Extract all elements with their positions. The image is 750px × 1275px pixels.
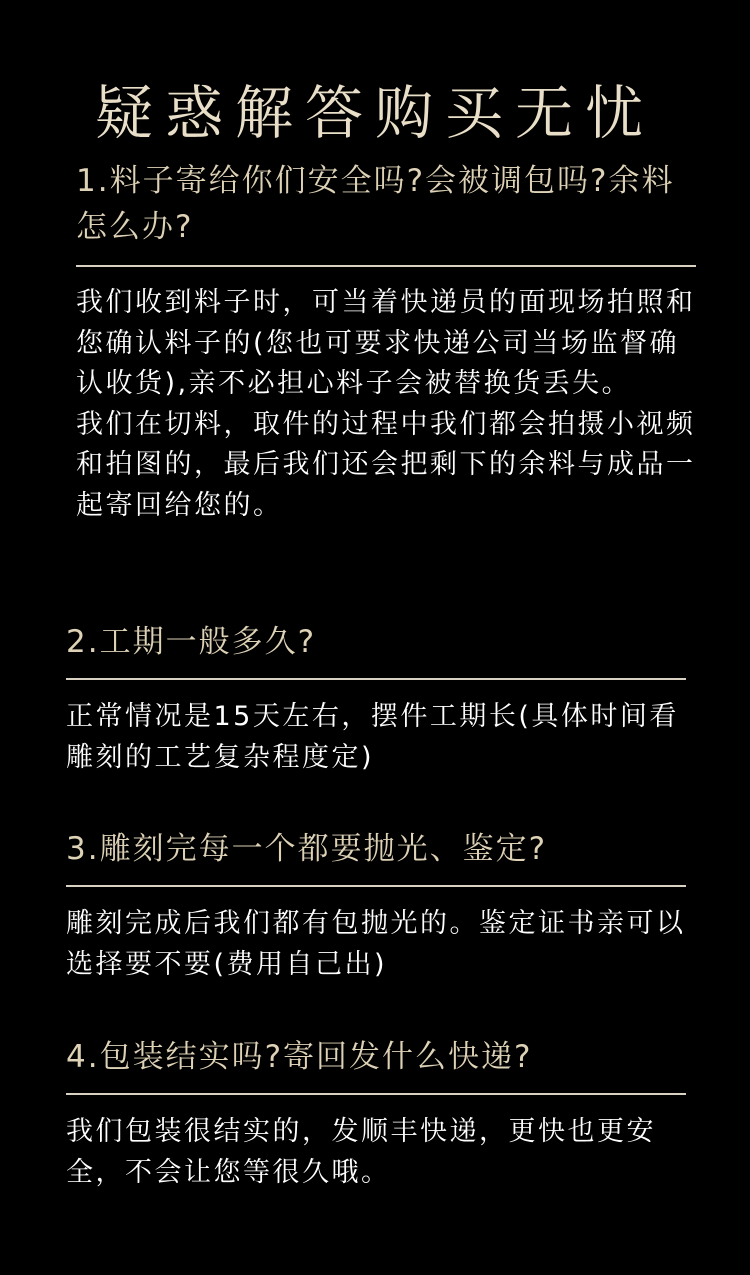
- faq-answer: [66, 1112, 686, 1193]
- faq-answer: [66, 904, 686, 985]
- faq-answer: [76, 283, 701, 526]
- faq-answer-paragraph: 我们收到料子时，可当着快递员的面现场拍照和您确认料子的(您也可要求快递公司当场监督确认收货),亲不必担心料子会被替换货丢失。: [76, 287, 696, 399]
- faq-question: 4.包装结实吗?寄回发什么快递?: [66, 1039, 533, 1075]
- faq-divider: [66, 1093, 686, 1095]
- faq-divider: [66, 678, 686, 680]
- faq-answer-paragraph: 我们在切料，取件的过程中我们都会拍摄小视频和拍图的，最后我们还会把剩下的余料与成品一起寄回给您的。: [76, 408, 696, 521]
- page-title: 疑惑解答购买无忧: [94, 78, 655, 147]
- faq-divider: [76, 265, 696, 267]
- faq-answer-paragraph: 雕刻完成后我们都有包抛光的。鉴定证书亲可以选择要不要(费用自己出): [66, 908, 686, 980]
- faq-question: 3.雕刻完每一个都要抛光、鉴定?: [66, 831, 548, 867]
- faq-question: 1.料子寄给你们安全吗?会被调包吗?余料怎么办?: [76, 163, 675, 245]
- faq-answer-paragraph: 正常情况是15天左右，摆件工期长(具体时间看雕刻的工艺复杂程度定): [66, 701, 679, 773]
- faq-question: 2.工期一般多久?: [66, 624, 317, 660]
- faq-answer-paragraph: 我们包装很结实的，发顺丰快递，更快也更安全，不会让您等很久哦。: [66, 1116, 656, 1188]
- faq-divider: [66, 885, 686, 887]
- faq-answer: [66, 697, 686, 778]
